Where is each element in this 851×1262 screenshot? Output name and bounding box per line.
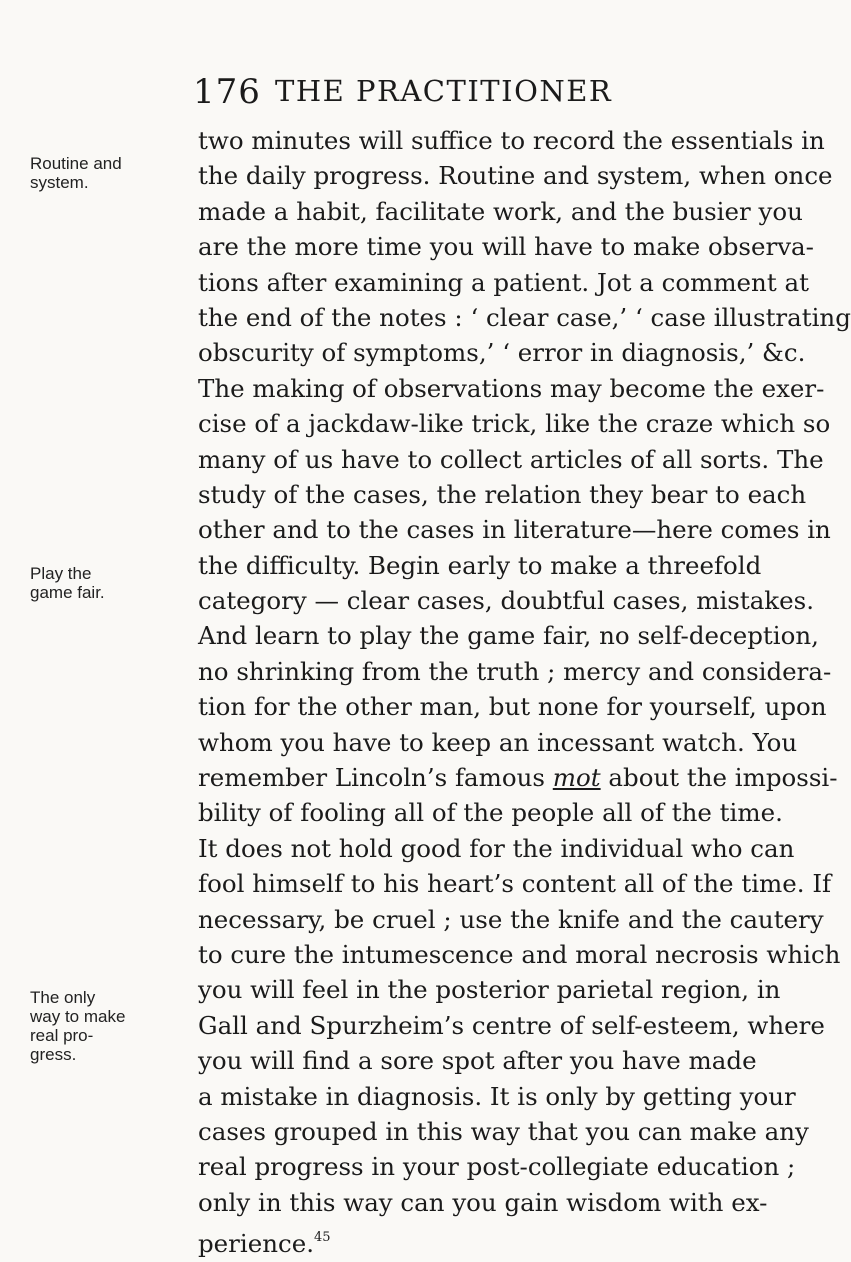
text-line: real progress in your post-collegiate education ; (198, 1152, 796, 1182)
text-line: made a habit, facilitate work, and the busier you (198, 196, 803, 226)
text-line: tion for the other man, but none for yourself, upon (198, 692, 827, 722)
text-line: necessary, be cruel ; use the knife and the cautery (198, 904, 824, 934)
text-line: category — clear cases, doubtful cases, mistakes. (198, 586, 815, 616)
text-line: tions after examining a patient. Jot a comment at (198, 267, 809, 297)
text-line: It does not hold good for the individual who can (198, 833, 795, 863)
margin-note-line: gress. (30, 1045, 77, 1064)
margin-note-line: Routine and (30, 154, 122, 173)
margin-note-routine (30, 154, 190, 192)
text-line: the end of the notes : ‘ clear case,’ ‘ case illustrating (198, 302, 851, 332)
text-line: obscurity of symptoms,’ ‘ error in diagnosis,’ &c. (198, 338, 806, 368)
margin-note-play-fair (30, 564, 190, 602)
text-line: two minutes will suffice to record the essentials in (198, 126, 825, 155)
margin-note-line: The only (30, 988, 96, 1007)
text-segment: remember Lincoln’s famous (198, 763, 545, 793)
text-line: fool himself to his heart’s content all of the time. If (198, 869, 832, 899)
text-line: And learn to play the game fair, no self-deception, (198, 621, 819, 651)
italic-word: mot (552, 763, 601, 793)
text-line-last (198, 1220, 754, 1259)
text-segment: about the impossi- (608, 763, 838, 793)
margin-note-line: game fair. (30, 583, 105, 602)
text-line: are the more time you will have to make observa- (198, 232, 814, 262)
text-line: to cure the intumescence and moral necrosis which (198, 939, 841, 969)
text-line: Gall and Spurzheim’s centre of self-esteem, where (198, 1010, 825, 1040)
text-line-with-italic (198, 760, 838, 795)
margin-note-line: Play the (30, 564, 92, 583)
text-line: a mistake in diagnosis. It is only by getting your (198, 1081, 796, 1111)
margin-note-line: real pro- (30, 1026, 94, 1045)
running-title: THE PRACTITIONER (275, 74, 613, 108)
text-line: the daily progress. Routine and system, when once (198, 161, 833, 191)
margin-note-line: system. (30, 173, 89, 192)
text-line: no shrinking from the truth ; mercy and considera- (198, 656, 832, 686)
body-text (198, 123, 851, 1259)
footnote-ref: 45 (314, 1230, 331, 1246)
text-line: the difficulty. Begin early to make a threefold (198, 550, 762, 580)
text-line: only in this way can you gain wisdom with ex- (198, 1187, 768, 1217)
margin-note-real-progress (30, 988, 190, 1064)
margin-note-line: way to make (30, 1007, 126, 1026)
page-number: 176 (193, 72, 261, 112)
text-line: you will feel in the posterior parietal region, in (198, 975, 781, 1005)
text-line: cases grouped in this way that you can make any (198, 1116, 809, 1146)
text-segment: perience. (198, 1229, 315, 1259)
text-line: you will find a sore spot after you have made (198, 1046, 757, 1076)
text-line: cise of a jackdaw-like trick, like the craze which so (198, 409, 831, 439)
text-line: other and to the cases in literature—here comes in (198, 515, 831, 545)
text-line: The making of observations may become the exer- (198, 373, 825, 403)
text-line: bility of fooling all of the people all of the time. (198, 798, 783, 828)
text-line: study of the cases, the relation they bear to each (198, 479, 807, 509)
page-header (0, 68, 800, 112)
text-line: many of us have to collect articles of all sorts. The (198, 444, 824, 474)
text-line: whom you have to keep an incessant watch. You (198, 727, 798, 757)
